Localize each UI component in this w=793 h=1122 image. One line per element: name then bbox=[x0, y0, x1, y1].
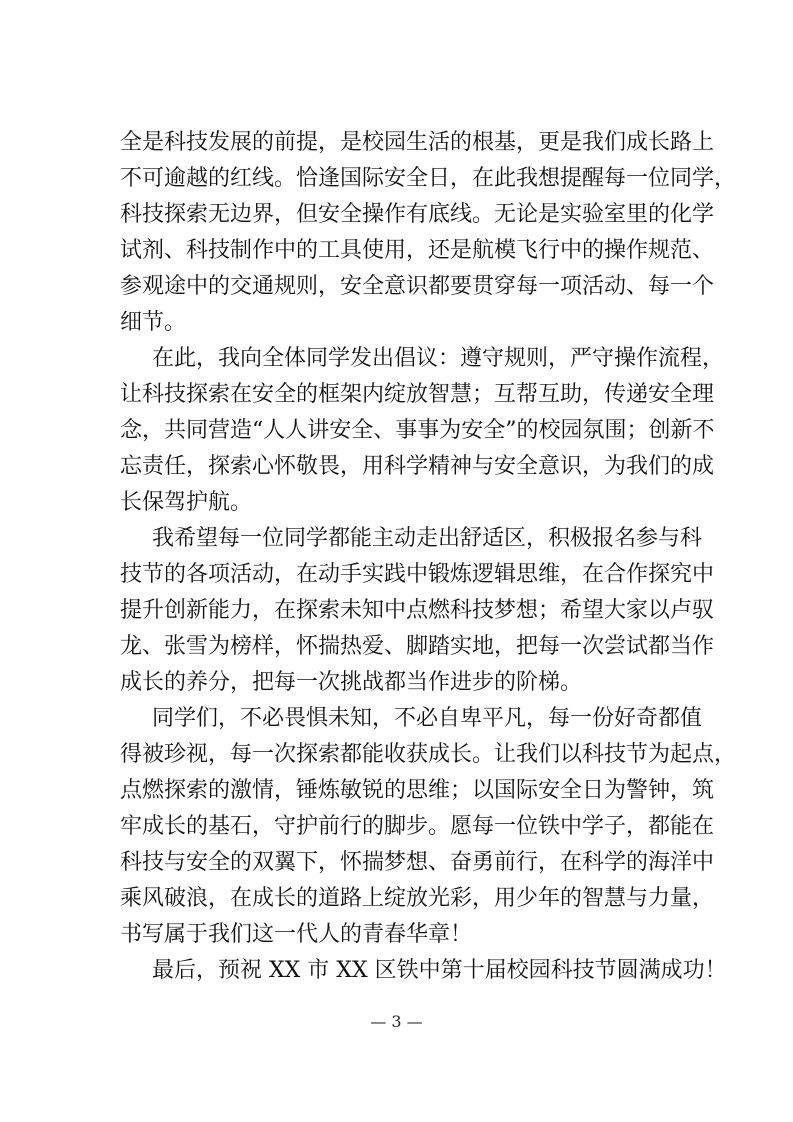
text-line: 试剂、科技制作中的工具使用，还是航模飞行中的操作规范、 bbox=[120, 238, 715, 263]
page-number: — 3 — bbox=[370, 1012, 423, 1031]
paragraph-first-line: 我希望每一位同学都能主动走出舒适区，积极报名参与科 bbox=[152, 526, 703, 551]
text-line: 让科技探索在安全的框架内绽放智慧；互帮互助，传递安全理 bbox=[120, 382, 715, 407]
text-line: 科技探索无边界，但安全操作有底线。无论是实验室里的化学 bbox=[120, 202, 715, 227]
text-line: 书写属于我们这一代人的青春华章！ bbox=[120, 922, 473, 947]
text-line: 得被珍视，每一次探索都能收获成长。让我们以科技节为起点， bbox=[120, 742, 737, 767]
text-line: 技节的各项活动，在动手实践中锻炼逻辑思维，在合作探究中 bbox=[120, 562, 715, 587]
text-line: 细节。 bbox=[120, 310, 187, 335]
text-line: 忘责任，探索心怀敬畏，用科学精神与安全意识，为我们的成 bbox=[120, 454, 715, 479]
text-line: 乘风破浪，在成长的道路上绽放光彩，用少年的智慧与力量， bbox=[120, 886, 715, 911]
text-line: 龙、张雪为榜样，怀揣热爱、脚踏实地，把每一次尝试都当作 bbox=[120, 634, 715, 659]
text-line: 念，共同营造“人人讲安全、事事为安全”的校园氛围；创新不 bbox=[120, 418, 715, 443]
text-line: 点燃探索的激情，锤炼敏锐的思维；以国际安全日为警钟，筑 bbox=[120, 778, 715, 803]
text-line: 参观途中的交通规则，安全意识都要贯穿每一项活动、每一个 bbox=[120, 274, 715, 299]
text-line: 长保驾护航。 bbox=[120, 490, 253, 515]
text-line: 科技与安全的双翼下，怀揣梦想、奋勇前行，在科学的海洋中 bbox=[120, 850, 715, 875]
text-line: 不可逾越的红线。恰逢国际安全日，在此我想提醒每一位同学， bbox=[120, 166, 737, 191]
text-line: 提升创新能力，在探索未知中点燃科技梦想；希望大家以卢驭 bbox=[120, 598, 715, 623]
paragraph-first-line: 同学们，不必畏惧未知，不必自卑平凡，每一份好奇都值 bbox=[152, 706, 703, 731]
paragraph-first-line: 在此，我向全体同学发出倡议：遵守规则，严守操作流程， bbox=[152, 346, 725, 371]
text-line: 牢成长的基石，守护前行的脚步。愿每一位铁中学子，都能在 bbox=[120, 814, 715, 839]
text-line: 成长的养分，把每一次挑战都当作进步的阶梯。 bbox=[120, 670, 583, 695]
text-line: 全是科技发展的前提，是校园生活的根基，更是我们成长路上 bbox=[120, 130, 715, 155]
closing-line: 最后，预祝 XX 市 XX 区铁中第十届校园科技节圆满成功！ bbox=[152, 958, 727, 983]
